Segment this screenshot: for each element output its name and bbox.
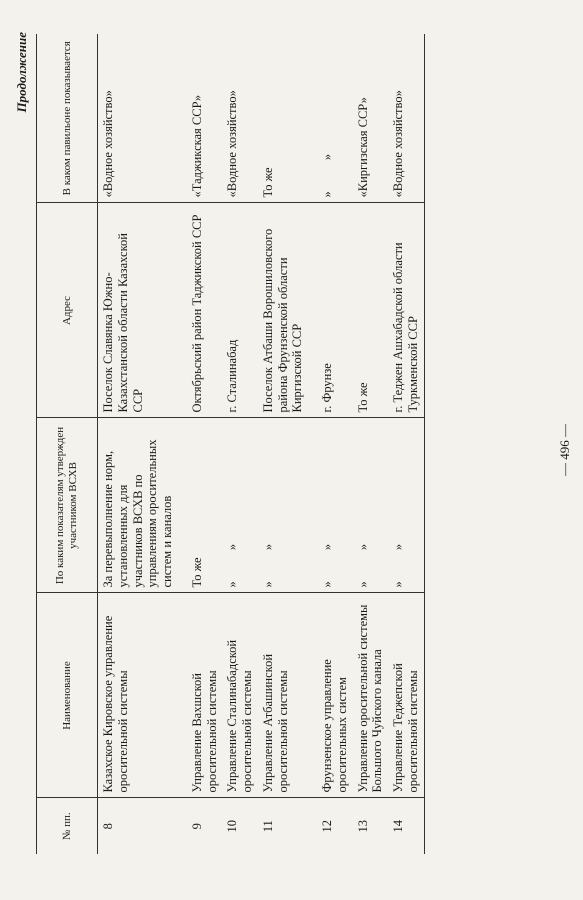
row-address: Октябрьский район Таджикской ССР bbox=[178, 203, 223, 418]
table-header-row bbox=[37, 34, 98, 854]
row-num: 8 bbox=[101, 823, 115, 830]
page-number: — 496 — bbox=[557, 424, 572, 476]
header-num: № пп. bbox=[37, 798, 98, 854]
row-basis: » » bbox=[353, 418, 389, 593]
row-num: 12 bbox=[320, 820, 334, 833]
row-address: Поселок Атбаши Ворошиловского района Фрунзенской области Киргизской ССР bbox=[258, 203, 308, 418]
row-pavilion: «Водное хозяйство» bbox=[98, 34, 178, 203]
row-name: Фрунзенское управление оросительных систем bbox=[308, 593, 353, 798]
header-name: Наименование bbox=[37, 593, 98, 798]
row-basis: То же bbox=[178, 418, 223, 593]
row-pavilion: «Киргизская ССР» bbox=[353, 34, 389, 203]
table-row bbox=[258, 34, 308, 854]
row-num: 11 bbox=[260, 820, 275, 833]
row-name: Управление Вахшской оросительной системы bbox=[178, 593, 223, 798]
row-pavilion: То же bbox=[258, 34, 308, 203]
header-basis: По каким показателям утвержден участником ВСХВ bbox=[37, 418, 98, 593]
row-name: Управление Атбашинской оросительной системы bbox=[258, 593, 308, 798]
row-name: Казахское Кировское управление оросительной системы bbox=[98, 593, 178, 798]
table-row bbox=[222, 34, 258, 854]
header-address: Адрес bbox=[37, 203, 98, 418]
row-basis: » » bbox=[388, 418, 424, 593]
row-basis: » » bbox=[308, 418, 353, 593]
header-pavilion: В каком павильоне показывается bbox=[37, 34, 98, 203]
table-row bbox=[388, 34, 424, 854]
row-name: Управление Теджепской оросительной системы bbox=[388, 593, 424, 798]
row-pavilion: » » bbox=[308, 34, 353, 203]
continuation-label: Продолжение bbox=[14, 32, 29, 113]
row-pavilion: «Водное хозяйство» bbox=[388, 34, 424, 203]
row-address: То же bbox=[353, 203, 389, 418]
row-num: 13 bbox=[355, 820, 370, 833]
row-num: 9 bbox=[189, 823, 204, 830]
row-num: 10 bbox=[225, 820, 240, 833]
table-row bbox=[98, 34, 178, 854]
row-address: г. Сталинабад bbox=[222, 203, 258, 418]
row-pavilion: «Таджикская ССР» bbox=[178, 34, 223, 203]
row-basis: За перевыполнение норм, установленных для участников ВСХВ по управлениям оросительных систем и каналов bbox=[98, 418, 178, 593]
row-basis: » » bbox=[222, 418, 258, 593]
row-num: 14 bbox=[388, 798, 424, 854]
row-address: Поселок Славянка Южно-Казахстанской области Казахской ССР bbox=[98, 203, 178, 418]
row-name: Управление оросительной системы Большого Чуйского канала bbox=[353, 593, 389, 798]
exhibitor-table bbox=[36, 34, 425, 854]
row-name: Управление Сталинабадской оросительной системы bbox=[222, 593, 258, 798]
row-pavilion: «Водное хозяйство» bbox=[222, 34, 258, 203]
row-basis: » » bbox=[258, 418, 308, 593]
row-address: г. Теджен Ашхабадской области Туркменской ССР bbox=[388, 203, 424, 418]
table-row bbox=[308, 34, 353, 854]
table-row bbox=[178, 34, 223, 854]
table-row bbox=[353, 34, 389, 854]
row-address: г. Фрунзе bbox=[308, 203, 353, 418]
